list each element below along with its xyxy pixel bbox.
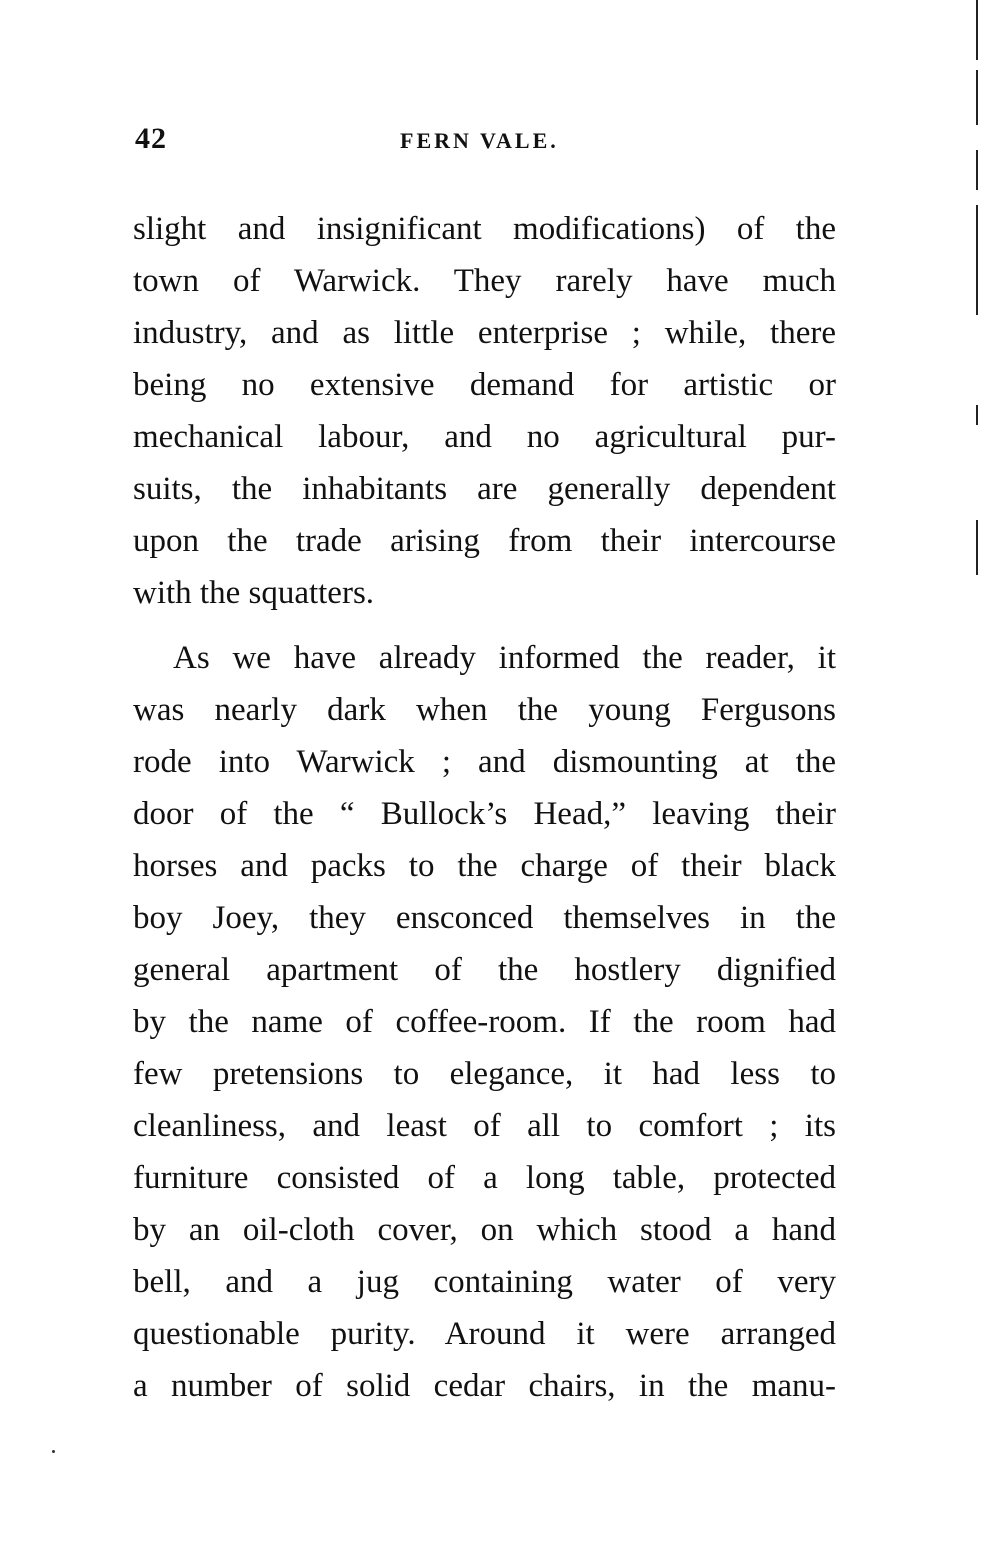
text-line: furniture consisted of a long table, protected xyxy=(133,1160,836,1196)
text-line: door of the “ Bullock’s Head,” leaving their xyxy=(133,796,836,832)
text-line: industry, and as little enterprise ; while, there xyxy=(133,315,836,351)
scan-speck xyxy=(52,1450,55,1453)
running-title: FERN VALE. xyxy=(400,128,559,153)
text-line: rode into Warwick ; and dismounting at the xyxy=(133,744,836,780)
scan-edge-mark xyxy=(976,70,978,125)
page-number: 42 xyxy=(135,122,167,155)
text-line: questionable purity. Around it were arranged xyxy=(133,1316,836,1352)
scan-edge-mark xyxy=(976,520,978,575)
text-line: a number of solid cedar chairs, in the manu- xyxy=(133,1368,836,1404)
text-line: horses and packs to the charge of their black xyxy=(133,848,836,884)
text-line: was nearly dark when the young Fergusons xyxy=(133,692,836,728)
text-line: mechanical labour, and no agricultural pur- xyxy=(133,419,836,455)
text-line: by the name of coffee-room. If the room had xyxy=(133,1004,836,1040)
text-line: As we have already informed the reader, it xyxy=(173,640,836,676)
text-line: bell, and a jug containing water of very xyxy=(133,1264,836,1300)
text-line: slight and insignificant modifications) of the xyxy=(133,211,836,247)
text-line: few pretensions to elegance, it had less to xyxy=(133,1056,836,1092)
paragraph-1 xyxy=(133,203,836,619)
text-line: cleanliness, and least of all to comfort ; its xyxy=(133,1108,836,1144)
scan-edge-mark xyxy=(976,0,978,60)
text-line: boy Joey, they ensconced themselves in the xyxy=(133,900,836,936)
scan-edge-mark xyxy=(976,150,978,190)
paragraph-gap xyxy=(133,619,836,632)
text-line: upon the trade arising from their intercourse xyxy=(133,523,836,559)
body-text xyxy=(133,203,836,1412)
paragraph-2 xyxy=(133,632,836,1412)
scan-edge-mark xyxy=(976,205,978,315)
text-line: suits, the inhabitants are generally dependent xyxy=(133,471,836,507)
text-line: general apartment of the hostlery dignified xyxy=(133,952,836,988)
running-head xyxy=(135,122,835,162)
text-line: with the squatters. xyxy=(133,575,375,611)
text-line: by an oil-cloth cover, on which stood a hand xyxy=(133,1212,836,1248)
text-line: being no extensive demand for artistic or xyxy=(133,367,836,403)
text-line: town of Warwick. They rarely have much xyxy=(133,263,836,299)
scan-edge-mark xyxy=(976,405,978,425)
